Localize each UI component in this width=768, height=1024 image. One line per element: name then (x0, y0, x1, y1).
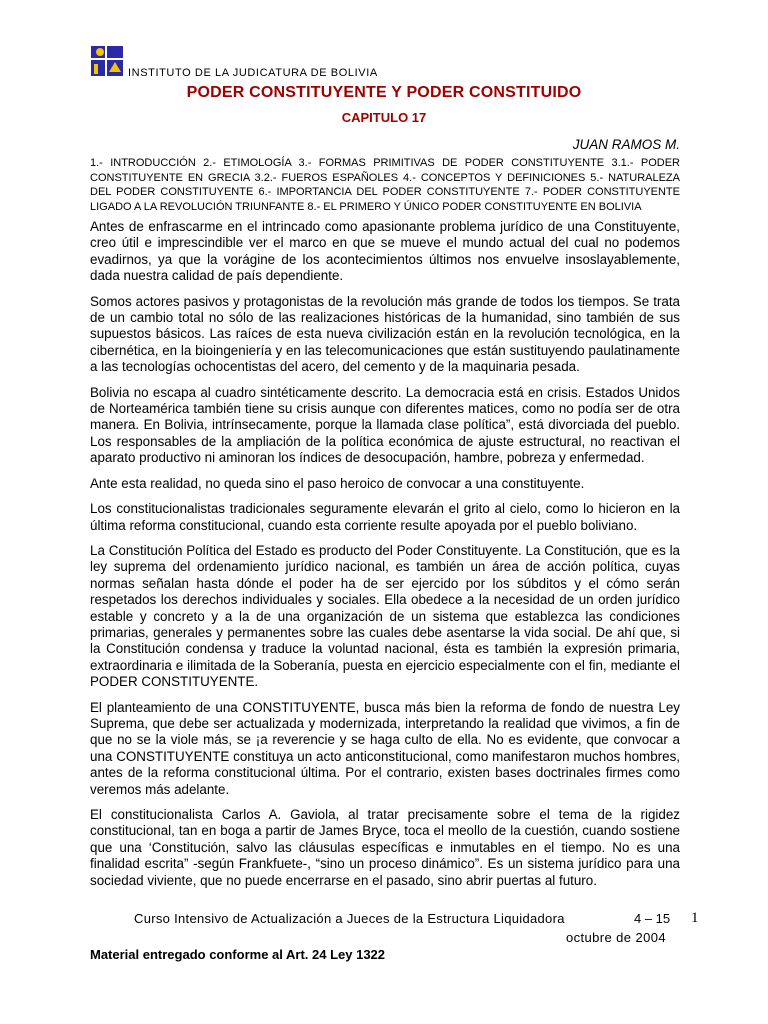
body-text (90, 219, 680, 898)
paragraph: El constitucionalista Carlos A. Gaviola, al tratar precisamente sobre el tema de la rigidez constitucional, tan en boga a partir de James Bryce, toca el meollo de la cuestión, cuando sostiene que una ‘Constitución, salvo las cláusulas específicas e inmutables en el tiempo. No es una finalidad escrita” -según Frankfuete-, “sino un proceso dinámico”. Es un sistema jurídico para una sociedad viviente, que no puede encerrarse en el pasado, sino abrir puertas al futuro. (90, 807, 680, 888)
footer-date: octubre de 2004 (566, 930, 666, 945)
paragraph: La Constitución Política del Estado es producto del Poder Constituyente. La Constitución, que es la ley suprema del ordenamiento jurídico nacional, es también un área de acción política, cuyas normas señalan hasta dónde el poder ha de ser ejercido por los súbditos y el cómo serán respetados los derechos individuales y sociales. Ella obedece a la necesidad de un orden jurídico estable y concreto y a la de una organización de un sistema que establezca las condiciones primarias, generales y permanentes sobre las cuales debe asentarse la vida social. De ahí que, si la Constitución condensa y traduce la voluntad nacional, ésta es también la expresión primaria, extraordinaria e ilimitada de la Soberanía, puesta en ejercicio especialmente con el fin, mediante el PODER CONSTITUYENTE. (90, 542, 680, 690)
document-title: PODER CONSTITUYENTE Y PODER CONSTITUIDO (186, 84, 582, 101)
institute-name: INSTITUTO DE LA JUDICATURA DE BOLIVIA (128, 67, 378, 79)
footer-course-title: Curso Intensivo de Actualización a Jueces de la Estructura Liquidadora (134, 911, 565, 926)
paragraph: Somos actores pasivos y protagonistas de la revolución más grande de todos los tiempos. Se trata de un cambio total no sólo de las realizaciones históricas de la humanidad, sino también de sus supuestos básicos. Las raíces de esta nueva civilización están en la revolución tecnológica, en la cibernética, en la bioingeniería y en las telecomunicaciones que están sustituyendo paulatinamente a las tecnologías ochocentistas del acero, del cemento y de la maquinaria pesada. (90, 293, 680, 375)
page-number: 1 (691, 910, 699, 926)
institute-logo (89, 44, 125, 78)
author-name: JUAN RAMOS M. (572, 137, 680, 152)
table-of-contents: 1.- INTRODUCCIÓN 2.- ETIMOLOGÍA 3.- FORMAS PRIMITIVAS DE PODER CONSTITUYENTE 3.1.- PODER CONSTITUYENTE EN GRECIA 3.2.- FUEROS ESPAÑOLES 4.- CONCEPTOS Y DEFINICIONES 5.- NATURALEZA DEL PODER CONSTITUYENTE 6.- IMPORTANCIA DEL PODER CONSTITUYENTE 7.- PODER CONSTITUYENTE LIGADO A LA REVOLUCIÓN TRIUNFANTE 8.- EL PRIMERO Y ÚNICO PODER CONSTITUYENTE EN BOLIVIA (90, 157, 680, 213)
paragraph: Ante esta realidad, no queda sino el paso heroico de convocar a una constituyente. (90, 475, 585, 491)
paragraph: Antes de enfrascarme en el intrincado como apasionante problema jurídico de una Constituyente, creo útil e imprescindible ver el marco en que se mueve el mundo actual del cual no podemos evadirnos, ya que la vorágine de los acontecimientos últimos nos envuelve insoslayablemente, dada nuestra calidad de país dependiente. (90, 219, 680, 284)
footer-page-range: 4 – 15 (634, 911, 671, 926)
paragraph: El planteamiento de una CONSTITUYENTE, busca más bien la reforma de fondo de nuestra Ley Suprema, que debe ser actualizada y modernizada, interpretando la realidad que vivimos, a fin de que no se la viole más, se ¡a reverencie y se haga culto de ella. No es evidente, que convocar a una CONSTITUYENTE constituya un acto anticonstitucional, como manifestaron muchos hombres, antes de la reforma constitucional última. Por el contrario, existen bases doctrinales firmes como veremos más adelante. (90, 699, 680, 797)
paragraph: Los constitucionalistas tradicionales seguramente elevarán el grito al cielo, como lo hicieron en la última reforma constitucional, cuando esta corriente resulte apoyada por el pueblo boliviano. (90, 501, 680, 533)
chapter-heading: CAPITULO 17 (341, 110, 427, 125)
paragraph: Bolivia no escapa al cuadro sintéticamente descrito. La democracia está en crisis. Estados Unidos de Norteamérica también tiene su crisis aunque con diferentes matices, como no podía ser de otra manera. En Bolivia, intrínsecamente, porque la llamada clase política”, está divorciada del pueblo. Los responsables de la ampliación de la política económica de ajuste estructural, no reactivan el aparato productivo ni aminoran los índices de desocupación, hambre, pobreza y enfermedad. (90, 384, 680, 466)
footer-material-note: Material entregado conforme al Art. 24 Ley 1322 (90, 947, 386, 962)
